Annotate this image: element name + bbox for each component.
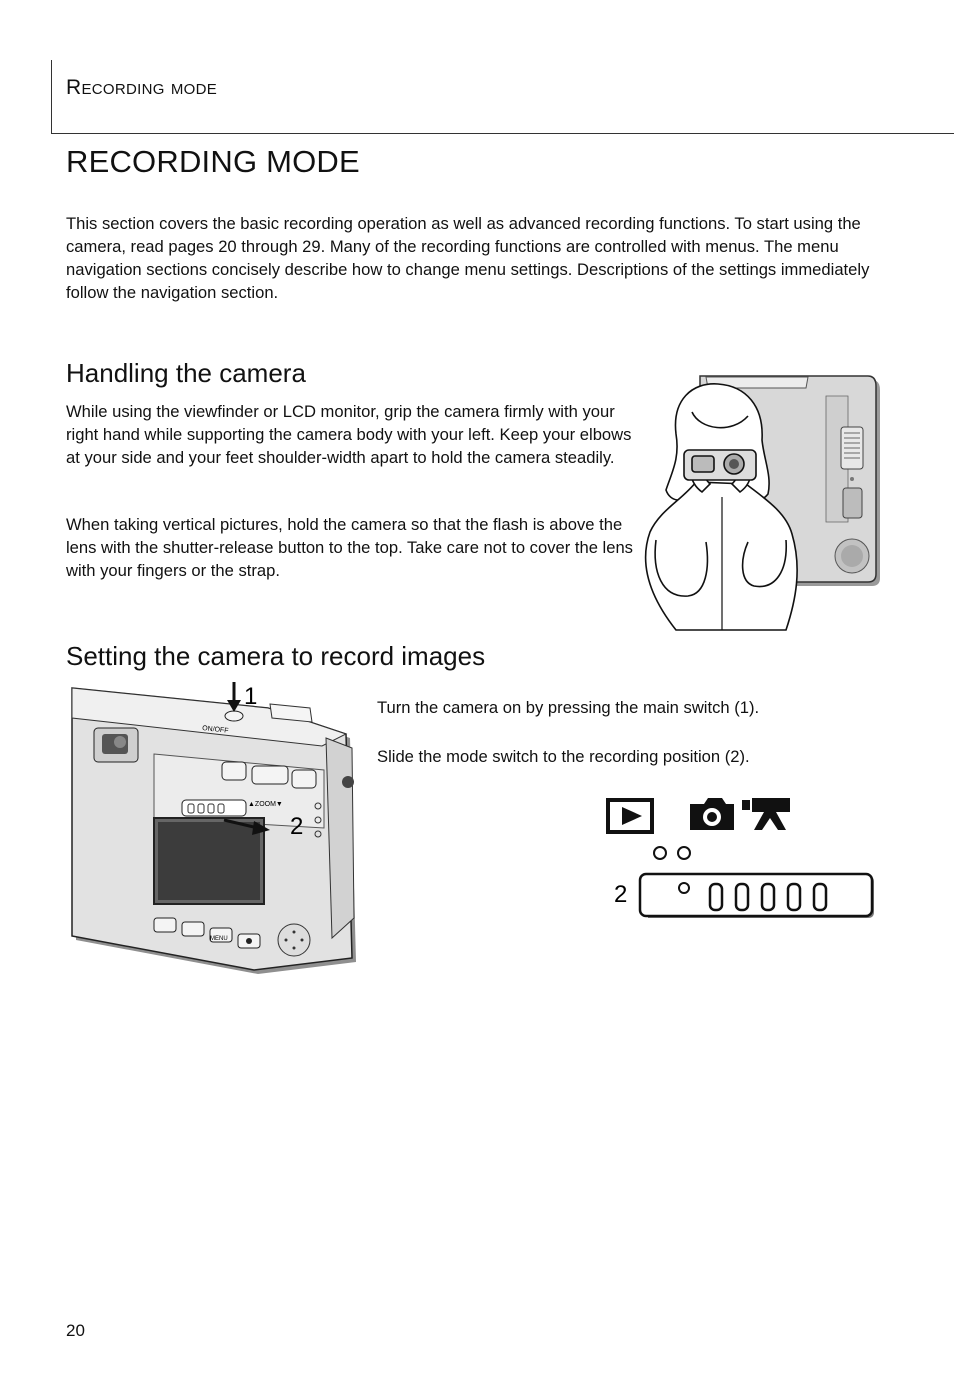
onoff-label: ON/OFF <box>201 725 229 735</box>
page-number: 20 <box>66 1321 85 1340</box>
header-vertical-rule <box>51 60 52 134</box>
handling-paragraph-2: When taking vertical pictures, hold the camera so that the flash is above the lens with the shutter-release button to the top. Take care not to cover the lens with your fingers or the strap. <box>66 515 633 580</box>
indicator-lamp-right <box>678 847 690 859</box>
step-2-text: Slide the mode switch to the recording position (2). <box>377 747 750 766</box>
mode-slider-switch <box>640 874 874 918</box>
movie-camera-icon <box>742 798 790 830</box>
menu-button-label: MENU <box>210 936 228 942</box>
camera-body <box>72 688 356 974</box>
indicator-lamp-left <box>654 847 666 859</box>
running-head: Recording mode <box>66 76 218 99</box>
handling-illustration <box>636 372 886 634</box>
switch-callout-2: 2 <box>614 881 628 908</box>
handling-paragraph-1: While using the viewfinder or LCD monitor, grip the camera firmly with your right hand while supporting the camera body with your left. Keep your elbows at your side and your feet shoulder-width apart to hold the camera steadily. <box>66 402 632 467</box>
camera-switch-illustration <box>62 678 366 982</box>
page-title: RECORDING MODE <box>66 144 360 179</box>
zoom-label: ▲ZOOM▼ <box>248 801 283 808</box>
callout-2: 2 <box>290 813 304 840</box>
intro-paragraph: This section covers the basic recording operation as well as advanced recording functions. To start using the camera, read pages 20 through 29. Many of the recording functions are controlled with menus. The menu navigation sections concisely describe how to change menu settings. Descriptions of the settings immediately follow the navigation section. <box>66 214 870 302</box>
step-1-text: Turn the camera on by pressing the main switch (1). <box>377 698 760 717</box>
camera-icon <box>690 798 734 830</box>
handling-heading: Handling the camera <box>66 358 306 388</box>
playback-icon <box>608 800 652 832</box>
callout-1: 1 <box>244 683 258 710</box>
setting-heading: Setting the camera to record images <box>66 641 486 671</box>
header-horizontal-rule <box>51 133 954 134</box>
mode-switch-detail <box>604 794 880 922</box>
